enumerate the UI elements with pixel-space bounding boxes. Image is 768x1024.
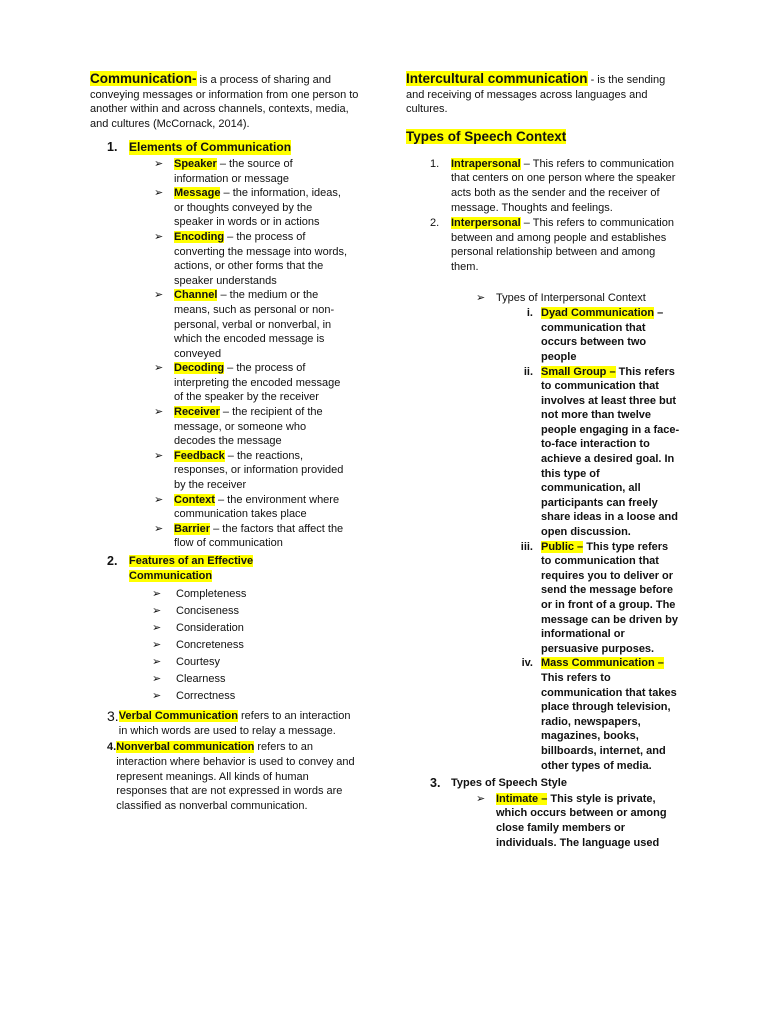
- interpersonal-types-list: [496, 306, 686, 773]
- type-definition: This refers to communication that takes place through television, radio, newspapers, magazines, books, billboards, internet, and other types of media.: [541, 671, 677, 772]
- intimate-definition: This style is private, which occurs between or among close family members or individuals. The language used: [496, 792, 667, 849]
- speech-style-title: Types of Speech Style: [451, 777, 567, 790]
- section-4-number: 4.: [107, 741, 117, 754]
- intimate-style: [476, 792, 686, 850]
- nonverbal-definition: refers to an interaction where behavior is used to convey and represent meanings. All kinds of human responses that are not expressed in words are classified as nonverbal communication.: [116, 741, 355, 812]
- section-2-number: 2.: [107, 554, 118, 568]
- interpersonal-term: Interpersonal: [451, 217, 521, 230]
- arrow-bullet-icon: ➢: [152, 622, 162, 635]
- arrow-bullet-icon: ➢: [154, 289, 164, 302]
- type-term: Mass Communication –: [541, 657, 664, 670]
- features-list: [152, 586, 360, 705]
- feature-label: Correctness: [176, 690, 236, 703]
- intrapersonal-definition: – This refers to communication that centers on one person where the speaker acts both as the sender and the receiver of message. Thoughts and feelings.: [451, 157, 676, 214]
- context-2-number: 2.: [430, 217, 440, 230]
- verbal-definition: refers to an interaction in which words are used to relay a message.: [118, 710, 351, 737]
- type-term: Small Group –: [541, 365, 616, 378]
- context-2: [430, 216, 686, 274]
- feature-label: Completeness: [176, 588, 247, 601]
- interpersonal-type-item: [496, 540, 686, 657]
- arrow-bullet-icon: ➢: [476, 792, 486, 805]
- element-item: [154, 186, 350, 230]
- intrapersonal-term: Intrapersonal: [451, 157, 521, 170]
- interpersonal-type-item: [496, 306, 686, 364]
- arrow-bullet-icon: ➢: [154, 493, 164, 506]
- element-term: Channel: [174, 289, 218, 302]
- arrow-bullet-icon: ➢: [154, 449, 164, 462]
- arrow-bullet-icon: ➢: [154, 406, 164, 419]
- section-2-title-b: Communication: [129, 569, 213, 582]
- element-definition: – the process of converting the message into words, actions, or other forms that the speaker understands: [174, 230, 348, 287]
- section-2-heading: [107, 554, 360, 583]
- element-term: Message: [174, 187, 221, 200]
- feature-item: [152, 654, 360, 671]
- section-4: [107, 740, 360, 813]
- type-definition: This refers to communication that involves at least three but not more than twelve people engaging in a face-to-face interaction to achieve a desired goal. In this type of communication, all participants can freely share ideas in a loose and open discussion.: [541, 365, 680, 539]
- feature-item: [152, 671, 360, 688]
- feature-item: [152, 620, 360, 637]
- left-column: [90, 72, 360, 813]
- element-term: Speaker: [174, 157, 217, 170]
- arrow-bullet-icon: ➢: [152, 605, 162, 618]
- type-term: Public –: [541, 540, 584, 553]
- intercultural-paragraph: [406, 72, 686, 117]
- element-definition: – the environment where communication takes place: [174, 493, 340, 521]
- feature-item: [152, 603, 360, 620]
- element-term: Feedback: [174, 449, 225, 462]
- speech-style-heading: [430, 776, 686, 791]
- element-definition: – the source of information or message: [174, 157, 293, 185]
- element-definition: – the medium or the means, such as personal or non-personal, verbal or nonverbal, in which the encoded message is conveyed: [174, 289, 335, 360]
- section-1-number: 1.: [107, 140, 118, 155]
- arrow-bullet-icon: ➢: [154, 157, 164, 170]
- section-1-heading: [107, 140, 360, 155]
- arrow-bullet-icon: ➢: [152, 673, 162, 686]
- element-term: Decoding: [174, 362, 225, 375]
- element-item: [154, 449, 350, 493]
- element-item: [154, 230, 350, 288]
- feature-label: Conciseness: [176, 605, 239, 618]
- element-item: [154, 361, 350, 405]
- element-term: Encoding: [174, 230, 225, 243]
- section-2-title-a: Features of an Effective: [129, 555, 254, 567]
- elements-list: [154, 157, 360, 551]
- intro-paragraph: [90, 72, 360, 131]
- feature-label: Courtesy: [176, 656, 221, 669]
- feature-label: Consideration: [176, 622, 244, 635]
- right-column: [406, 72, 686, 850]
- element-term: Barrier: [174, 522, 211, 535]
- arrow-bullet-icon: ➢: [152, 656, 162, 669]
- interpersonal-types-title: Types of Interpersonal Context: [496, 291, 646, 304]
- type-definition: – communication that occurs between two people: [541, 307, 664, 363]
- element-definition: – the process of interpreting the encoded message of the speaker by the receiver: [174, 362, 341, 404]
- roman-numeral: iii.: [520, 540, 533, 553]
- arrow-bullet-icon: ➢: [154, 362, 164, 375]
- feature-label: Clearness: [176, 673, 226, 686]
- element-item: [154, 405, 350, 449]
- arrow-bullet-icon: ➢: [476, 291, 486, 304]
- context-1: [430, 157, 686, 215]
- communication-definition: is a process of sharing and conveying messages or information from one person to another within and across channels, contexts, media, and cultures (McCornack, 2014).: [90, 74, 359, 130]
- feature-item: [152, 688, 360, 705]
- context-1-number: 1.: [430, 157, 440, 170]
- interpersonal-type-item: [496, 656, 686, 773]
- intercultural-definition: - is the sending and receiving of messages across languages and cultures.: [406, 74, 666, 116]
- arrow-bullet-icon: ➢: [154, 230, 164, 243]
- arrow-bullet-icon: ➢: [152, 690, 162, 703]
- interpersonal-type-item: [496, 365, 686, 540]
- arrow-bullet-icon: ➢: [154, 187, 164, 200]
- element-term: Receiver: [174, 406, 220, 419]
- speech-style-number: 3.: [430, 776, 441, 791]
- feature-label: Concreteness: [176, 639, 244, 652]
- section-3-number: 3.: [107, 708, 119, 725]
- intimate-term: Intimate –: [496, 792, 548, 805]
- section-3: [107, 709, 360, 738]
- arrow-bullet-icon: ➢: [154, 522, 164, 535]
- types-title: Types of Speech Context: [406, 128, 567, 144]
- section-1-title: Elements of Communication: [129, 140, 292, 155]
- element-term: Context: [174, 493, 215, 506]
- type-term: Dyad Communication: [541, 307, 655, 320]
- feature-item: [152, 586, 360, 603]
- roman-numeral: iv.: [521, 657, 533, 670]
- nonverbal-term: Nonverbal communication: [116, 741, 255, 754]
- arrow-bullet-icon: ➢: [152, 639, 162, 652]
- verbal-term: Verbal Communication: [118, 710, 238, 723]
- type-definition: This type refers to communication that requires you to deliver or send the message before or in front of a group. The message can be driven by informational or persuasive purposes.: [541, 540, 678, 655]
- element-definition: – the reactions, responses, or information provided by the receiver: [174, 449, 344, 492]
- interpersonal-definition: – This refers to communication between and among people and establishes personal relationship between and among them.: [451, 217, 674, 273]
- types-heading: [406, 129, 686, 144]
- communication-term: Communication-: [90, 71, 197, 86]
- element-item: [154, 522, 350, 551]
- intercultural-term: Intercultural communication: [406, 71, 588, 86]
- element-item: [154, 493, 350, 522]
- roman-numeral: i.: [526, 307, 533, 320]
- element-definition: – the information, ideas, or thoughts conveyed by the speaker in words or in actions: [174, 187, 341, 229]
- element-item: [154, 288, 350, 361]
- element-item: [154, 157, 350, 186]
- feature-item: [152, 637, 360, 654]
- arrow-bullet-icon: ➢: [152, 588, 162, 601]
- interpersonal-types-heading: [476, 291, 686, 306]
- element-definition: – the recipient of the message, or someone who decodes the message: [174, 406, 323, 448]
- roman-numeral: ii.: [523, 365, 533, 378]
- element-definition: – the factors that affect the flow of communication: [174, 522, 344, 550]
